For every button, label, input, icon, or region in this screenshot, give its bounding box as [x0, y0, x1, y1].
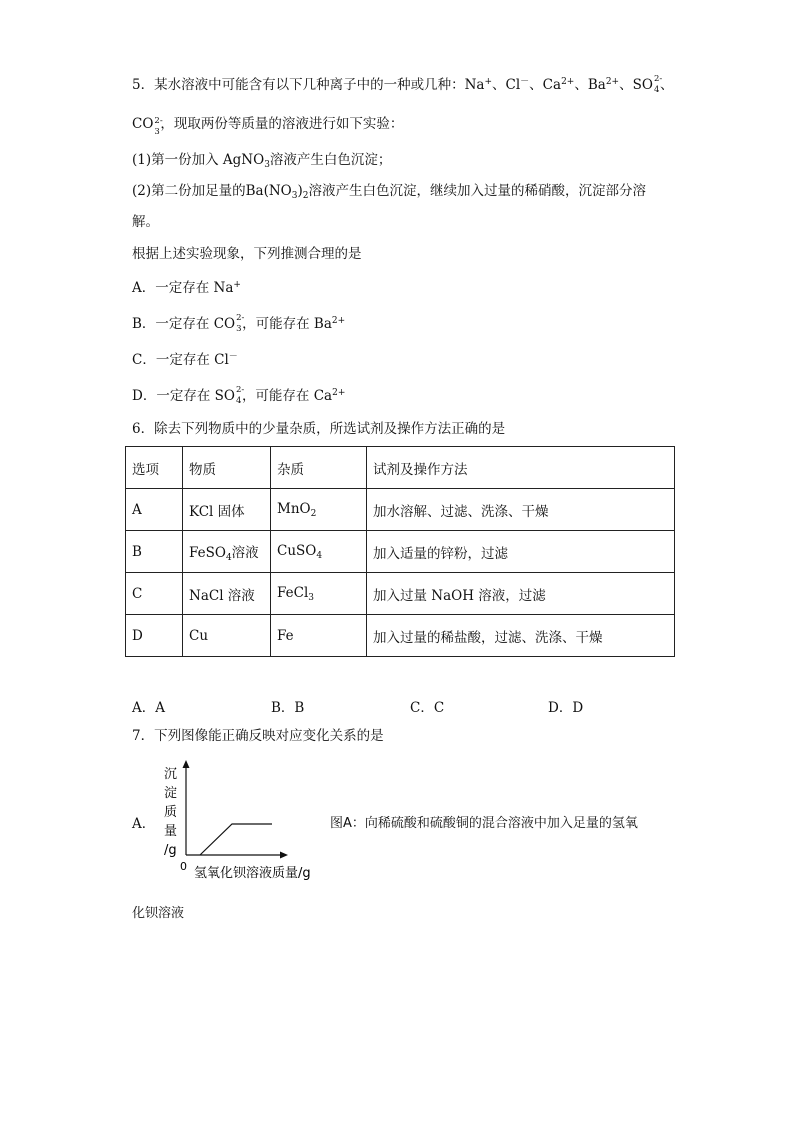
- q6-choice-d: D．D: [548, 700, 584, 716]
- x-axis-arrow: [280, 852, 288, 859]
- q5-option-c: C．一定存在 Cl－: [132, 352, 238, 368]
- q5-option-d: D．一定存在 SO 2- 4 ，可能存在 $Ca^{2+}$: [132, 385, 346, 406]
- q6-title: 6．除去下列物质中的少量杂质，所选试剂及操作方法正确的是: [132, 421, 506, 437]
- table-cell: NaCl 溶液: [183, 573, 271, 615]
- table-row: [126, 615, 675, 657]
- y-label-char: 质: [164, 805, 178, 820]
- table-cell: 加入适量的锌粉，过滤: [367, 531, 675, 573]
- y-label-char: 量: [164, 824, 178, 839]
- q6-choice-b: B．B: [271, 700, 305, 716]
- q6-choice-c: C．C: [410, 700, 445, 716]
- table-cell: Fe: [271, 615, 367, 657]
- table-cell: KCl 固体: [183, 489, 271, 531]
- table-header-row: [126, 447, 675, 489]
- table-header-cell: 物质: [183, 447, 271, 489]
- q5-option-a: A．一定存在 Na+: [132, 280, 241, 296]
- table-row: [126, 573, 675, 615]
- q7-title: 7．下列图像能正确反映对应变化关系的是: [132, 728, 384, 744]
- y-label-unit: /g: [164, 843, 177, 858]
- table-cell: Cu: [183, 615, 271, 657]
- table-header-cell: 试剂及操作方法: [367, 447, 675, 489]
- q5-exp2-cont: 解。: [132, 214, 159, 230]
- y-label-char: 淀: [164, 786, 178, 801]
- y-label-char: 沉: [164, 767, 178, 782]
- table-cell: 加水溶解、过滤、洗涤、干燥: [367, 489, 675, 531]
- table-row: [126, 531, 675, 573]
- table-cell: D: [126, 615, 183, 657]
- q5-exp1: (1)第一份加入 AgNO$_3$溶液产生白色沉淀；: [132, 152, 392, 170]
- q7-caption: 图A：向稀硫酸和硫酸铜的混合溶液中加入足量的氢氧: [330, 816, 638, 831]
- table-cell: B: [126, 531, 183, 573]
- y-axis-arrow: [183, 760, 190, 768]
- q6-choice-a: A．A: [132, 700, 165, 716]
- q7-caption-cont: 化钡溶液: [132, 906, 185, 921]
- q7-graph-a: [160, 757, 330, 887]
- table-header-cell: 杂质: [271, 447, 367, 489]
- series-line: [200, 824, 272, 855]
- table-cell: FeSO$_4$溶液: [183, 531, 271, 573]
- q5-stem: 根据上述实验现象，下列推测合理的是: [132, 246, 362, 262]
- table-cell: A: [126, 489, 183, 531]
- q5-line1: 5．某水溶液中可能含有以下几种离子中的一种或几种：Na+、Cl－、$Ca^{2+}$、$Ba^{2+}$、SO 2- 4 、: [132, 74, 674, 95]
- table-cell: C: [126, 573, 183, 615]
- origin-label: 0: [180, 860, 187, 873]
- table-cell: 加入过量的稀盐酸，过滤、洗涤、干燥: [367, 615, 675, 657]
- table-cell: MnO$_2$: [271, 489, 367, 531]
- table-row: [126, 489, 675, 531]
- q6-table: [125, 446, 675, 657]
- x-axis-label: 氢氧化钡溶液质量/g: [194, 866, 311, 881]
- q5-exp2: (2)第二份加足量的$Ba(NO_3)_2$溶液产生白色沉淀，继续加入过量的稀硝酸，沉淀部分溶: [132, 183, 646, 201]
- q7-option-a-label: A．: [132, 816, 156, 832]
- table-header-cell: 选项: [126, 447, 183, 489]
- table-cell: CuSO$_4$: [271, 531, 367, 573]
- q5-line2: CO 2- 3 ，现取两份等质量的溶液进行如下实验：: [132, 116, 404, 137]
- table-cell: FeCl$_3$: [271, 573, 367, 615]
- table-cell: 加入过量 NaOH 溶液，过滤: [367, 573, 675, 615]
- q5-option-b: B．一定存在 CO 2- 3 ，可能存在 $Ba^{2+}$: [132, 313, 346, 334]
